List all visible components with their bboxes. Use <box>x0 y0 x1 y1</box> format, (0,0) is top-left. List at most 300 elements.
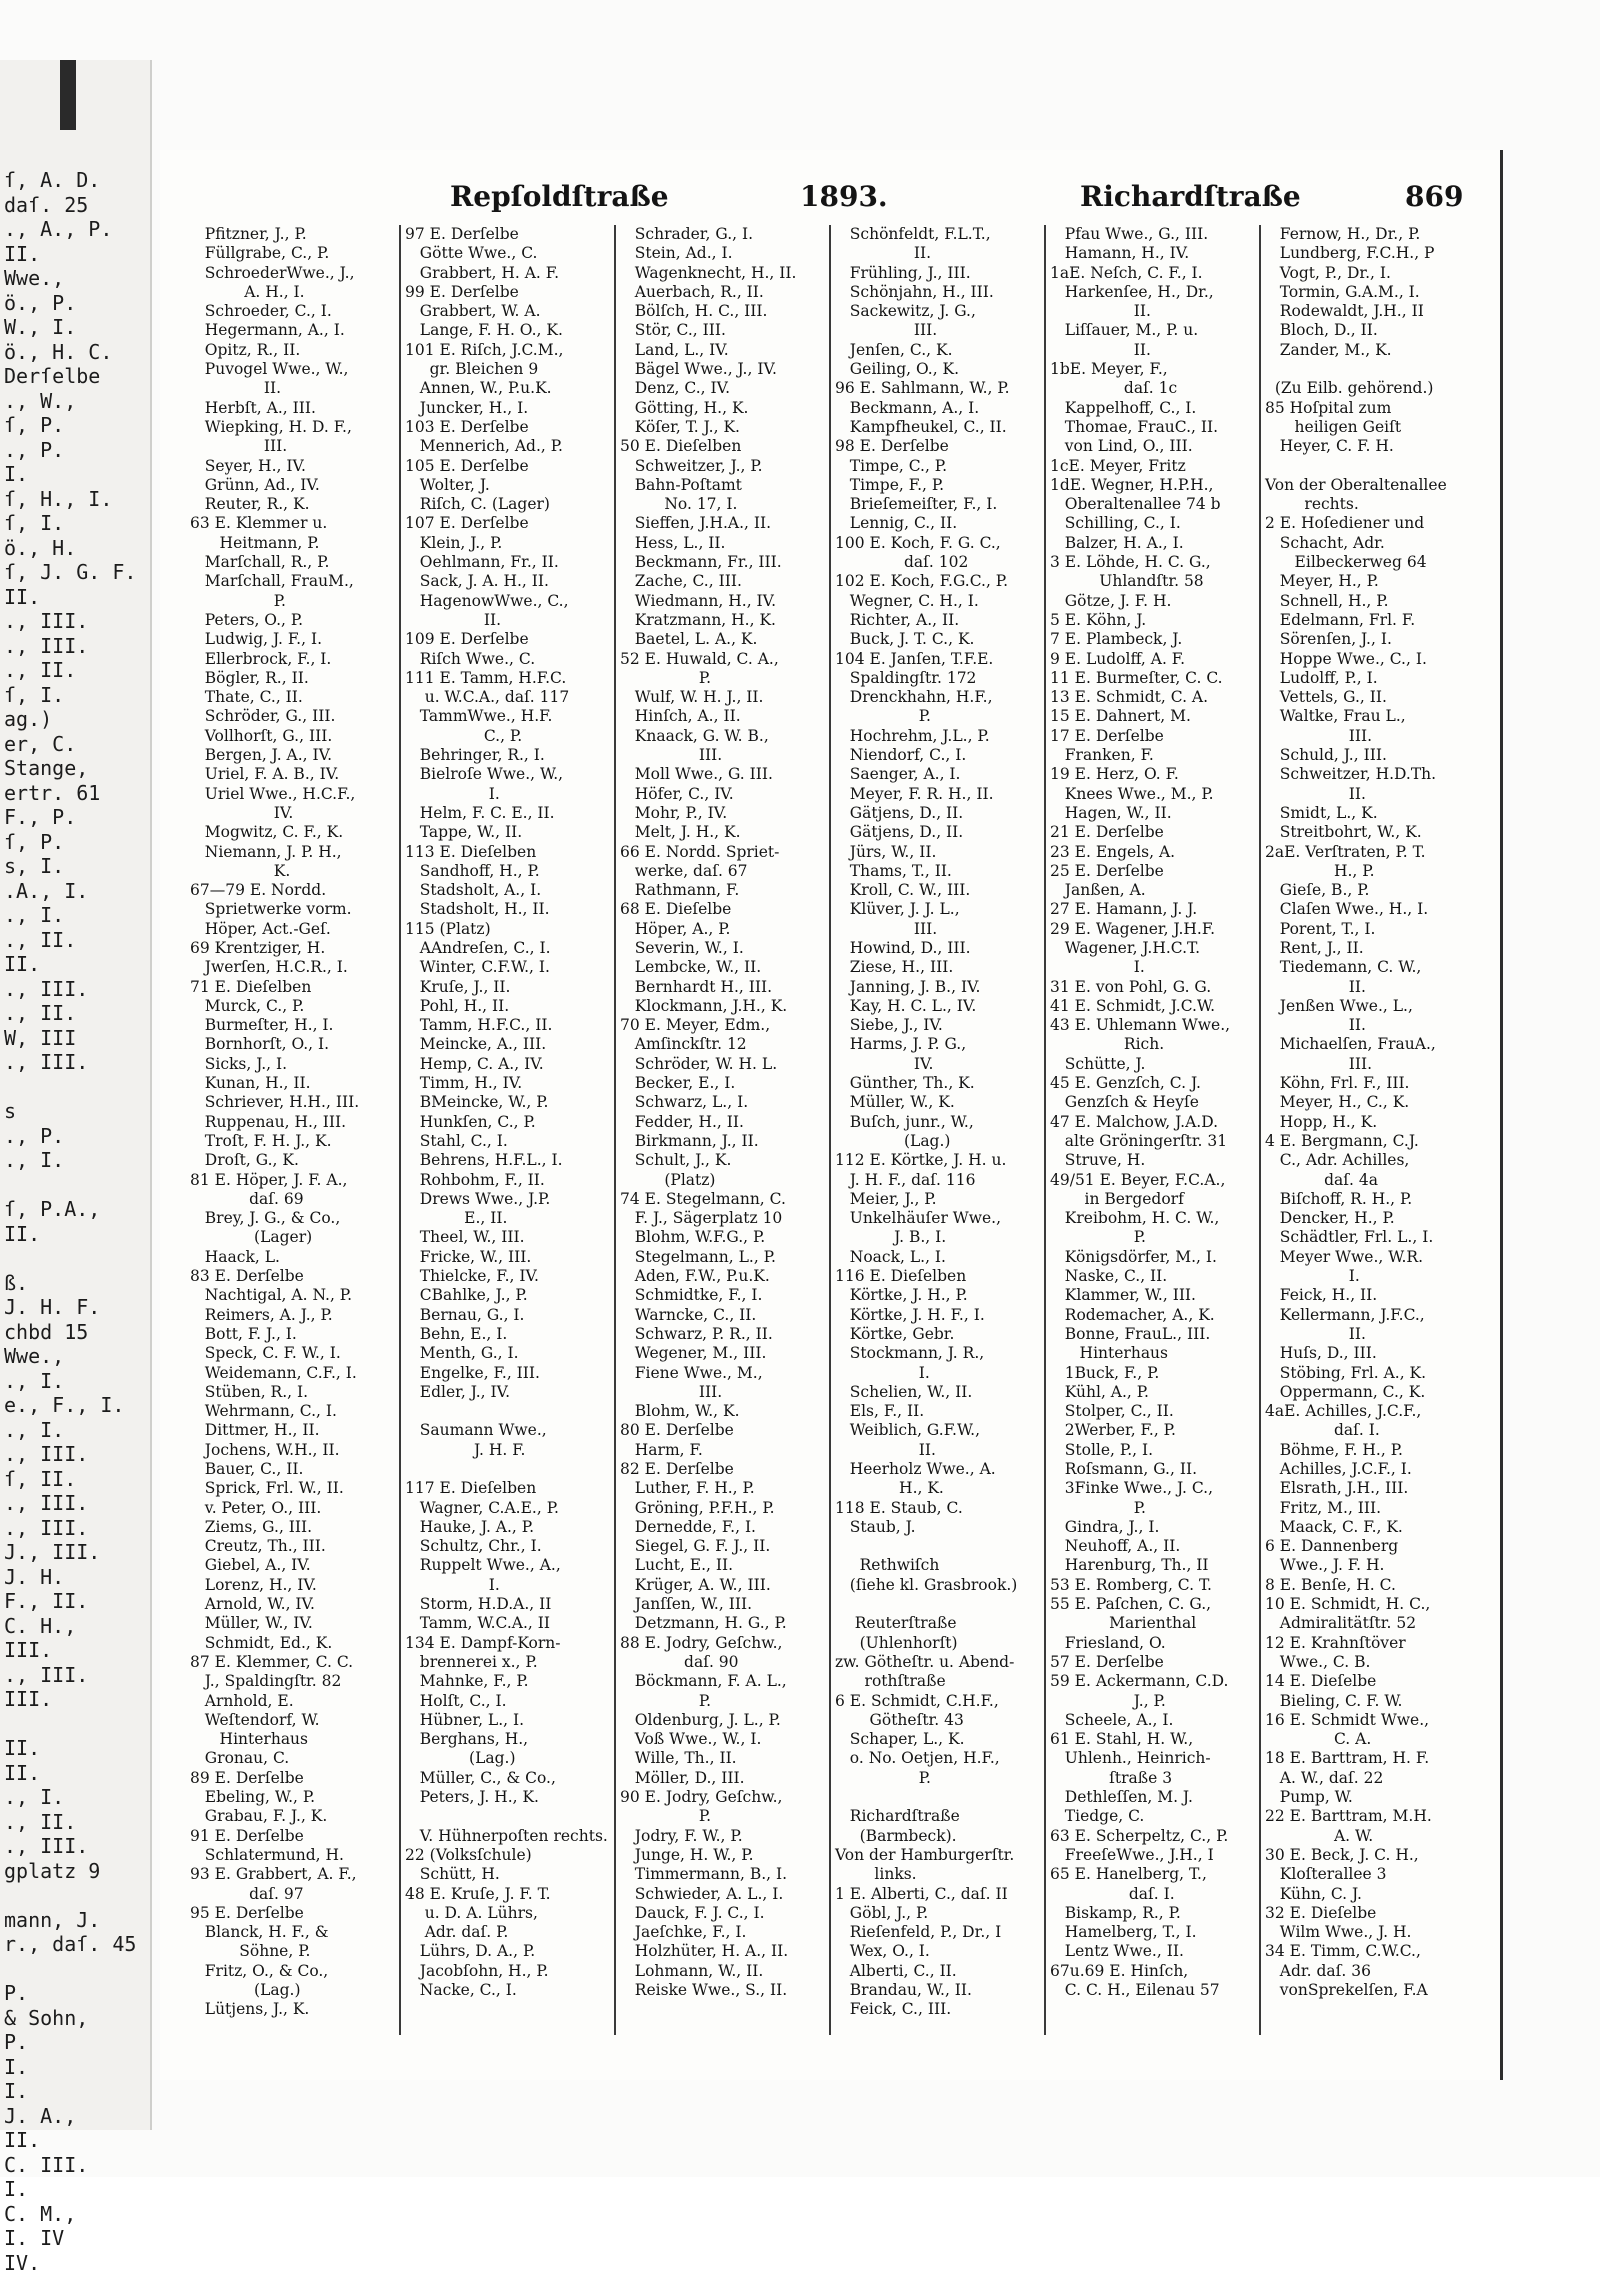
directory-entry: Schütte, J. <box>1050 1055 1257 1074</box>
left-edge-line: Derſelbe <box>4 364 150 389</box>
directory-entry: Sandhoff, H., P. <box>405 862 612 881</box>
directory-entry: Janſſen, W., III. <box>620 1595 827 1614</box>
directory-entry: Meyer, F. R. H., II. <box>835 785 1042 804</box>
directory-entry: Puvogel Wwe., W., <box>190 360 397 379</box>
directory-entry: IV. <box>835 1055 1042 1074</box>
directory-entry: Lohmann, W., II. <box>620 1962 827 1981</box>
left-page-edge <box>0 60 152 2130</box>
directory-columns <box>190 225 1480 2035</box>
directory-entry: 4 E. Bergmann, C.J. <box>1265 1132 1472 1151</box>
directory-entry: 97 E. Derſelbe <box>405 225 612 244</box>
directory-entry: Vogt, P., Dr., I. <box>1265 264 1472 283</box>
directory-entry: Neuhoff, A., II. <box>1050 1537 1257 1556</box>
directory-entry: 30 E. Beck, J. C. H., <box>1265 1846 1472 1865</box>
directory-entry: Balzer, H. A., I. <box>1050 534 1257 553</box>
directory-entry: 15 E. Dahnert, M. <box>1050 707 1257 726</box>
directory-entry: III. <box>1265 727 1472 746</box>
directory-entry: 48 E. Kruſe, J. F. T. <box>405 1885 612 1904</box>
directory-column-6 <box>1265 225 1472 2035</box>
directory-entry: II. <box>1265 978 1472 997</box>
directory-entry: von Lind, O., III. <box>1050 437 1257 456</box>
directory-column-2 <box>405 225 612 2035</box>
left-edge-line: I. <box>4 462 150 487</box>
directory-entry: Weidemann, C.F., I. <box>190 1364 397 1383</box>
directory-entry: Spaldingſtr. 172 <box>835 669 1042 688</box>
directory-entry: Böckmann, F. A. L., <box>620 1672 827 1691</box>
directory-entry: (Lag.) <box>835 1132 1042 1151</box>
directory-entry: Gätjens, D., II. <box>835 804 1042 823</box>
directory-entry: 88 E. Jodry, Geſchw., <box>620 1634 827 1653</box>
left-edge-line: IV. <box>4 2251 150 2275</box>
directory-entry: H., K. <box>835 1479 1042 1498</box>
left-edge-line: Wwe., <box>4 1344 150 1369</box>
directory-entry: Kellermann, J.F.C., <box>1265 1306 1472 1325</box>
directory-entry: 1cE. Meyer, Fritz <box>1050 457 1257 476</box>
directory-entry: Juncker, H., I. <box>405 399 612 418</box>
directory-entry: Rodemacher, A., K. <box>1050 1306 1257 1325</box>
left-edge-line: ſ, II. <box>4 1467 150 1492</box>
directory-entry: 9 E. Ludolff, A. F. <box>1050 650 1257 669</box>
directory-entry: Söhne, P. <box>190 1942 397 1961</box>
directory-entry: Müller, C., & Co., <box>405 1769 612 1788</box>
directory-entry: 105 E. Derſelbe <box>405 457 612 476</box>
directory-entry: Hinſch, A., II. <box>620 707 827 726</box>
directory-entry: Grünn, Ad., IV. <box>190 476 397 495</box>
directory-entry: Niemann, J. P. H., <box>190 843 397 862</box>
directory-entry: 82 E. Derſelbe <box>620 1460 827 1479</box>
directory-entry: Auerbach, R., II. <box>620 283 827 302</box>
directory-entry: (Zu Eilb. gehörend.) <box>1265 379 1472 398</box>
directory-entry: Hagen, W., II. <box>1050 804 1257 823</box>
directory-entry: Bägel Wwe., J., IV. <box>620 360 827 379</box>
directory-entry: Meyer Wwe., W.R. <box>1265 1248 1472 1267</box>
left-edge-line: W, III <box>4 1026 150 1051</box>
directory-entry: Grabbert, W. A. <box>405 302 612 321</box>
binding-bar <box>60 60 76 130</box>
directory-entry: Lundberg, F.C.H., P <box>1265 244 1472 263</box>
directory-entry: 67u.69 E. Hinſch, <box>1050 1962 1257 1981</box>
directory-entry: Bott, F. J., I. <box>190 1325 397 1344</box>
directory-entry: 43 E. Uhlemann Wwe., <box>1050 1016 1257 1035</box>
left-edge-line: daſ. 25 <box>4 193 150 218</box>
directory-entry: 118 E. Staub, C. <box>835 1499 1042 1518</box>
directory-entry <box>1265 360 1472 379</box>
directory-entry: Von der Oberaltenallee <box>1265 476 1472 495</box>
directory-entry: Götheſtr. 43 <box>835 1711 1042 1730</box>
directory-entry: Stein, Ad., I. <box>620 244 827 263</box>
directory-entry: Kloſterallee 3 <box>1265 1865 1472 1884</box>
left-edge-line: C. M., <box>4 2202 150 2227</box>
directory-entry: 116 E. Dieſelben <box>835 1267 1042 1286</box>
directory-entry: 99 E. Derſelbe <box>405 283 612 302</box>
left-edge-line: ſ, P. <box>4 830 150 855</box>
directory-entry: Köhn, Frl. F., III. <box>1265 1074 1472 1093</box>
left-edge-line: ß. <box>4 1271 150 1296</box>
directory-entry: Opitz, R., II. <box>190 341 397 360</box>
directory-entry: Klein, J., P. <box>405 534 612 553</box>
directory-entry: P. <box>1050 1228 1257 1247</box>
directory-entry: Jwerſen, H.C.R., I. <box>190 958 397 977</box>
directory-entry: 52 E. Huwald, C. A., <box>620 650 827 669</box>
directory-entry: Thate, C., II. <box>190 688 397 707</box>
directory-entry: Müller, W., K. <box>835 1093 1042 1112</box>
left-edge-line: Stange, <box>4 756 150 781</box>
directory-entry: SchroederWwe., J., <box>190 264 397 283</box>
directory-entry: alte Gröningerſtr. 31 <box>1050 1132 1257 1151</box>
directory-entry: III. <box>835 321 1042 340</box>
directory-entry: P. <box>620 1807 827 1826</box>
directory-entry: 100 E. Koch, F. G. C., <box>835 534 1042 553</box>
directory-entry: Mennerich, Ad., P. <box>405 437 612 456</box>
left-edge-line: I. <box>4 2055 150 2080</box>
directory-entry: Franken, F. <box>1050 746 1257 765</box>
left-edge-line: s <box>4 1099 150 1124</box>
directory-entry: Hinterhaus <box>190 1730 397 1749</box>
directory-entry: Kappelhoff, C., I. <box>1050 399 1257 418</box>
left-edge-line: C. H., <box>4 1614 150 1639</box>
left-edge-line: & Sohn, <box>4 2006 150 2031</box>
left-edge-line: C. III. <box>4 2153 150 2178</box>
directory-entry: Schriever, H.H., III. <box>190 1093 397 1112</box>
directory-entry: Creutz, Th., III. <box>190 1537 397 1556</box>
directory-entry: Timmermann, B., I. <box>620 1865 827 1884</box>
left-edge-line <box>4 1957 150 1982</box>
left-edge-line: ., P. <box>4 1124 150 1149</box>
directory-entry: Schilling, C., I. <box>1050 514 1257 533</box>
directory-entry: Liſſauer, M., P. u. <box>1050 321 1257 340</box>
directory-entry: 32 E. Dieſelbe <box>1265 1904 1472 1923</box>
directory-entry: Huſs, D., III. <box>1265 1344 1472 1363</box>
directory-entry: Wolter, J. <box>405 476 612 495</box>
directory-entry: Körtke, Gebr. <box>835 1325 1042 1344</box>
directory-entry: Peters, J. H., K. <box>405 1788 612 1807</box>
left-edge-line: ſ, P. <box>4 413 150 438</box>
left-edge-line: ., II. <box>4 1001 150 1026</box>
directory-entry: Dernedde, F., I. <box>620 1518 827 1537</box>
left-edge-line <box>4 1246 150 1271</box>
directory-entry: 68 E. Dieſelbe <box>620 900 827 919</box>
directory-entry: 3Finke Wwe., J. C., <box>1050 1479 1257 1498</box>
directory-entry: Oppermann, C., K. <box>1265 1383 1472 1402</box>
directory-entry: Voß Wwe., W., I. <box>620 1730 827 1749</box>
directory-entry: Riſch Wwe., C. <box>405 650 612 669</box>
directory-entry: Ebeling, W., P. <box>190 1788 397 1807</box>
directory-entry: Tappe, W., II. <box>405 823 612 842</box>
directory-entry: Stahl, C., I. <box>405 1132 612 1151</box>
directory-entry: Von der Hamburgerſtr. <box>835 1846 1042 1865</box>
directory-entry: III. <box>1265 1055 1472 1074</box>
directory-entry: Hinterhaus <box>1050 1344 1257 1363</box>
directory-entry <box>835 1788 1042 1807</box>
directory-entry: werke, daſ. 67 <box>620 862 827 881</box>
directory-entry: Sicks, J., I. <box>190 1055 397 1074</box>
left-edge-line: III. <box>4 1687 150 1712</box>
directory-entry: Beckmann, A., I. <box>835 399 1042 418</box>
directory-entry: 16 E. Schmidt Wwe., <box>1265 1711 1472 1730</box>
left-edge-line: ., II. <box>4 1810 150 1835</box>
directory-entry: Peters, O., P. <box>190 611 397 630</box>
left-edge-line: r., daſ. 45 <box>4 1932 150 1957</box>
left-edge-line: ., III. <box>4 634 150 659</box>
directory-entry: Meyer, H., P. <box>1265 572 1472 591</box>
left-edge-line: ſ, J. G. F. <box>4 560 150 585</box>
directory-entry <box>835 1537 1042 1556</box>
directory-entry: Gätjens, D., II. <box>835 823 1042 842</box>
left-edge-line: II. <box>4 1222 150 1247</box>
directory-entry: 10 E. Schmidt, H. C., <box>1265 1595 1472 1614</box>
left-edge-line: ., I. <box>4 1148 150 1173</box>
directory-entry <box>405 1460 612 1479</box>
directory-entry: Pohl, H., II. <box>405 997 612 1016</box>
directory-entry: 2aE. Verſtraten, P. T. <box>1265 843 1472 862</box>
left-edge-line: F., II. <box>4 1589 150 1614</box>
directory-entry: Els, F., II. <box>835 1402 1042 1421</box>
directory-entry: Klüver, J. J. L., <box>835 900 1042 919</box>
directory-entry: Droſt, G., K. <box>190 1151 397 1170</box>
directory-entry: Drenckhahn, H.F., <box>835 688 1042 707</box>
directory-entry: Rent, J., II. <box>1265 939 1472 958</box>
directory-entry: Bielroſe Wwe., W., <box>405 765 612 784</box>
directory-entry: Schwarz, L., I. <box>620 1093 827 1112</box>
directory-entry: 8 E. Benſe, H. C. <box>1265 1576 1472 1595</box>
directory-entry: Rohbohm, F., II. <box>405 1171 612 1190</box>
left-edge-line: ., W., <box>4 389 150 414</box>
directory-entry: in Bergedorf <box>1050 1190 1257 1209</box>
directory-entry: Lütjens, J., K. <box>190 2000 397 2019</box>
directory-entry: Heerholz Wwe., A. <box>835 1460 1042 1479</box>
directory-entry: 102 E. Koch, F.G.C., P. <box>835 572 1042 591</box>
directory-entry: V. Hühnerpoſten rechts. <box>405 1827 612 1846</box>
directory-entry: Kroll, C. W., III. <box>835 881 1042 900</box>
directory-entry: Staub, J. <box>835 1518 1042 1537</box>
directory-entry: 61 E. Stahl, H. W., <box>1050 1730 1257 1749</box>
directory-entry: Hübner, L., I. <box>405 1711 612 1730</box>
directory-entry: Brey, J. G., & Co., <box>190 1209 397 1228</box>
directory-entry: 23 E. Engels, A. <box>1050 843 1257 862</box>
directory-entry: Bauer, C., II. <box>190 1460 397 1479</box>
directory-entry: daſ. 69 <box>190 1190 397 1209</box>
directory-entry: Götze, J. F. H. <box>1050 592 1257 611</box>
left-edge-line: ., I. <box>4 903 150 928</box>
directory-entry: Ellerbrock, F., I. <box>190 650 397 669</box>
directory-entry: zw. Götheſtr. u. Abend- <box>835 1653 1042 1672</box>
left-edge-line: P. <box>4 1981 150 2006</box>
directory-entry: Burmeſter, H., I. <box>190 1016 397 1035</box>
directory-entry: Haack, L. <box>190 1248 397 1267</box>
directory-entry: Göbl, J., P. <box>835 1904 1042 1923</box>
directory-entry: Zache, C., III. <box>620 572 827 591</box>
directory-entry: Meincke, A., III. <box>405 1035 612 1054</box>
directory-entry: Reuter, R., K. <box>190 495 397 514</box>
directory-entry: Schaper, L., K. <box>835 1730 1042 1749</box>
directory-entry: Fernow, H., Dr., P. <box>1265 225 1472 244</box>
directory-entry: Riſch, C. (Lager) <box>405 495 612 514</box>
directory-entry: 103 E. Derſelbe <box>405 418 612 437</box>
directory-entry: 27 E. Hamann, J. J. <box>1050 900 1257 919</box>
directory-entry: Grabau, F. J., K. <box>190 1807 397 1826</box>
left-edge-line: ., III. <box>4 977 150 1002</box>
directory-entry: FreeſeWwe., J.H., I <box>1050 1846 1257 1865</box>
directory-entry: rechts. <box>1265 495 1472 514</box>
directory-entry: Timm, H., IV. <box>405 1074 612 1093</box>
column-rule <box>1259 225 1261 2035</box>
left-edge-line: W., I. <box>4 315 150 340</box>
left-edge-line: F., P. <box>4 805 150 830</box>
directory-entry <box>1265 457 1472 476</box>
directory-entry: Meier, J., P. <box>835 1190 1042 1209</box>
directory-entry: 89 E. Derſelbe <box>190 1769 397 1788</box>
directory-entry: Howind, D., III. <box>835 939 1042 958</box>
directory-entry: Gröning, P.F.H., P. <box>620 1499 827 1518</box>
directory-entry: Maack, C. F., K. <box>1265 1518 1472 1537</box>
directory-entry: Schrader, G., I. <box>620 225 827 244</box>
directory-entry: 55 E. Paſchen, C. G., <box>1050 1595 1257 1614</box>
directory-entry: 2Werber, F., P. <box>1050 1421 1257 1440</box>
directory-entry: Arnhold, E. <box>190 1692 397 1711</box>
directory-entry: Dencker, H., P. <box>1265 1209 1472 1228</box>
left-edge-line: P. <box>4 2030 150 2055</box>
left-edge-line: J. A., <box>4 2104 150 2129</box>
left-edge-line: ö., H. <box>4 536 150 561</box>
directory-entry: Schönjahn, H., III. <box>835 283 1042 302</box>
directory-entry: gr. Bleichen 9 <box>405 360 612 379</box>
directory-entry: Stolper, C., II. <box>1050 1402 1257 1421</box>
column-rule <box>614 225 616 2035</box>
directory-entry: 21 E. Derſelbe <box>1050 823 1257 842</box>
directory-entry: Junge, H. W., P. <box>620 1846 827 1865</box>
left-edge-line: ., III. <box>4 1442 150 1467</box>
directory-entry: Schönfeldt, F.L.T., <box>835 225 1042 244</box>
directory-entry: Drews Wwe., J.P. <box>405 1190 612 1209</box>
directory-entry: Gronau, C. <box>190 1749 397 1768</box>
left-edge-line: ., A., P. <box>4 217 150 242</box>
directory-entry: Rathmann, F. <box>620 881 827 900</box>
directory-entry: daſ. I. <box>1265 1421 1472 1440</box>
directory-entry: 90 E. Jodry, Geſchw., <box>620 1788 827 1807</box>
directory-entry: Waltke, Frau L., <box>1265 707 1472 726</box>
directory-entry: Rethwiſch <box>835 1556 1042 1575</box>
directory-entry: Struve, H. <box>1050 1151 1257 1170</box>
directory-entry: Kampfheukel, C., II. <box>835 418 1042 437</box>
directory-entry: 6 E. Dannenberg <box>1265 1537 1472 1556</box>
directory-entry: Götting, H., K. <box>620 399 827 418</box>
directory-entry: Siebe, J., IV. <box>835 1016 1042 1035</box>
directory-entry: Bölſch, H. C., III. <box>620 302 827 321</box>
left-edge-line: ſ, I. <box>4 511 150 536</box>
directory-entry: C., Adr. Achilles, <box>1265 1151 1472 1170</box>
directory-entry: Speck, C. F. W., I. <box>190 1344 397 1363</box>
directory-entry: (Lag.) <box>190 1981 397 2000</box>
directory-entry: III. <box>620 1383 827 1402</box>
directory-entry: Baetel, L. A., K. <box>620 630 827 649</box>
left-edge-line: Wwe., <box>4 266 150 291</box>
directory-entry: 91 E. Derſelbe <box>190 1827 397 1846</box>
directory-entry: Marſchall, FrauM., <box>190 572 397 591</box>
directory-entry: Fritz, O., & Co., <box>190 1962 397 1981</box>
directory-entry: (Platz) <box>620 1171 827 1190</box>
directory-entry: Lange, F. H. O., K. <box>405 321 612 340</box>
directory-entry: Uhlandſtr. 58 <box>1050 572 1257 591</box>
directory-entry: Herbſt, A., III. <box>190 399 397 418</box>
left-edge-line: .A., I. <box>4 879 150 904</box>
directory-entry: Harkenſee, H., Dr., <box>1050 283 1257 302</box>
directory-entry: 67—79 E. Nordd. <box>190 881 397 900</box>
directory-entry: Lorenz, H., IV. <box>190 1576 397 1595</box>
left-edge-line: mann, J. <box>4 1908 150 1933</box>
directory-entry: 3 E. Löhde, H. C. G., <box>1050 553 1257 572</box>
directory-entry: J., Spaldingſtr. 82 <box>190 1672 397 1691</box>
left-edge-line: I. <box>4 2177 150 2202</box>
directory-entry: Kruſe, J., II. <box>405 978 612 997</box>
directory-entry: Wehrmann, C., I. <box>190 1402 397 1421</box>
directory-entry: Bahn-Poſtamt <box>620 476 827 495</box>
directory-entry: Sackewitz, J. G., <box>835 302 1042 321</box>
left-edge-line: ſ, H., I. <box>4 487 150 512</box>
directory-entry: P. <box>190 592 397 611</box>
directory-entry: 11 E. Burmeſter, C. C. <box>1050 669 1257 688</box>
left-edge-line: ertr. 61 <box>4 781 150 806</box>
directory-entry: Timpe, F., P. <box>835 476 1042 495</box>
directory-entry: 31 E. von Pohl, G. G. <box>1050 978 1257 997</box>
directory-entry: Roſsmann, G., II. <box>1050 1460 1257 1479</box>
directory-entry: Ludolff, P., I. <box>1265 669 1472 688</box>
directory-entry: 85 Hoſpital zum <box>1265 399 1472 418</box>
directory-entry: Wwe., C. B. <box>1265 1653 1472 1672</box>
directory-entry: Harenburg, Th., II <box>1050 1556 1257 1575</box>
directory-entry: A. W. <box>1265 1827 1472 1846</box>
directory-entry: Jacobſohn, H., P. <box>405 1962 612 1981</box>
directory-entry: daſ. 102 <box>835 553 1042 572</box>
directory-entry: E., II. <box>405 1209 612 1228</box>
column-rule <box>829 225 831 2035</box>
left-edge-line: II. <box>4 1736 150 1761</box>
directory-entry: J. H. F., daſ. 116 <box>835 1171 1042 1190</box>
directory-entry: Siegel, G. F. J., II. <box>620 1537 827 1556</box>
directory-entry: Beckmann, Fr., III. <box>620 553 827 572</box>
directory-entry: Ziese, H., III. <box>835 958 1042 977</box>
directory-entry: 57 E. Derſelbe <box>1050 1653 1257 1672</box>
directory-entry: Rich. <box>1050 1035 1257 1054</box>
directory-entry: Ruppenau, H., III. <box>190 1113 397 1132</box>
directory-entry: Sack, J. A. H., II. <box>405 572 612 591</box>
directory-entry: Buck, J. T. C., K. <box>835 630 1042 649</box>
directory-entry: Wex, O., I. <box>835 1942 1042 1961</box>
directory-entry: Bloch, D., II. <box>1265 321 1472 340</box>
directory-entry: 104 E. Janſen, T.F.E. <box>835 650 1042 669</box>
directory-entry: Detzmann, H. G., P. <box>620 1614 827 1633</box>
directory-entry: Harm, F. <box>620 1441 827 1460</box>
directory-entry: u. W.C.A., daſ. 117 <box>405 688 612 707</box>
left-edge-line: ., I. <box>4 1785 150 1810</box>
directory-entry: 18 E. Barttram, H. F. <box>1265 1749 1472 1768</box>
directory-entry: 17 E. Derſelbe <box>1050 727 1257 746</box>
directory-entry: Naske, C., II. <box>1050 1267 1257 1286</box>
directory-entry: Rieſenfeld, P., Dr., I <box>835 1923 1042 1942</box>
left-edge-line <box>4 1075 150 1100</box>
directory-entry: Günther, Th., K. <box>835 1074 1042 1093</box>
directory-entry: 96 E. Sahlmann, W., P. <box>835 379 1042 398</box>
directory-entry: Saenger, A., I. <box>835 765 1042 784</box>
directory-entry: Stadsholt, A., I. <box>405 881 612 900</box>
directory-entry: Warncke, C., II. <box>620 1306 827 1325</box>
directory-entry: Wegner, C. H., I. <box>835 592 1042 611</box>
directory-entry: Birkmann, J., II. <box>620 1132 827 1151</box>
directory-entry: Tiedge, C. <box>1050 1807 1257 1826</box>
left-edge-line: J. H. <box>4 1565 150 1590</box>
directory-entry: 81 E. Höper, J. F. A., <box>190 1171 397 1190</box>
directory-entry: vonSprekelſen, F.A <box>1265 1981 1472 2000</box>
directory-entry: daſ. 97 <box>190 1885 397 1904</box>
